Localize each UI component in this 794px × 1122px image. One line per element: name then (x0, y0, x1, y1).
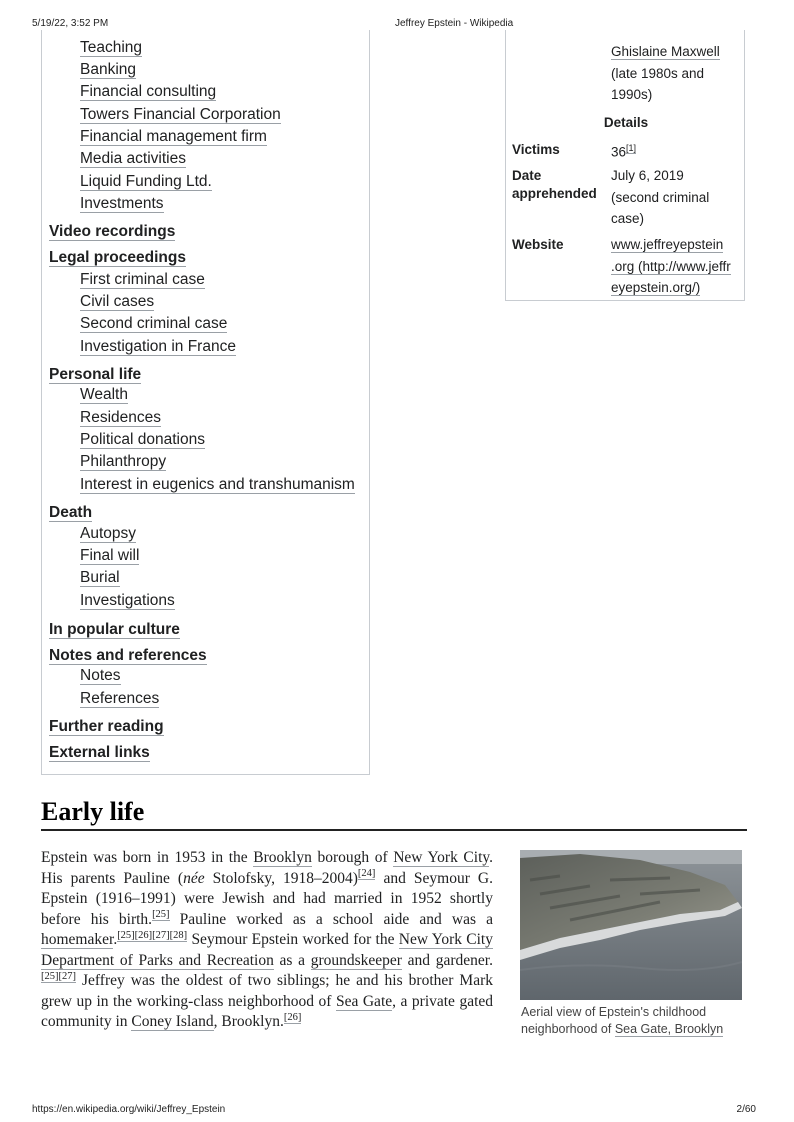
toc-link[interactable]: Residences (80, 409, 161, 426)
toc-item[interactable] (80, 60, 136, 80)
ref-25-27-link[interactable]: [25][27] (41, 970, 76, 982)
toc-item[interactable] (80, 270, 205, 290)
section-heading-early-life: Early life (41, 797, 145, 826)
toc-link[interactable]: Banking (80, 61, 137, 78)
toc-link[interactable]: Civil cases (80, 293, 155, 310)
toc-item[interactable] (80, 430, 205, 450)
toc-link[interactable]: Second criminal case (80, 315, 228, 332)
website-link-line3[interactable]: eyepstein.org/) (611, 280, 701, 295)
toc-item[interactable] (49, 743, 150, 763)
caption-sea-gate-link[interactable]: Sea Gate, Brooklyn (614, 1022, 724, 1036)
website-link-line1[interactable]: www.jeffreyepstein (611, 237, 724, 252)
toc-link[interactable]: Liquid Funding Ltd. (80, 173, 212, 190)
date-label-line2: apprehended (512, 186, 597, 201)
toc-link[interactable]: Wealth (80, 386, 128, 403)
toc-item[interactable] (80, 82, 216, 102)
ref-25-28-link[interactable]: [25][26][27][28] (117, 929, 188, 941)
website-link-line2[interactable]: .org (http://www.jeffr (611, 258, 731, 274)
toc-item[interactable] (80, 568, 120, 588)
ref-26-link[interactable]: [26] (283, 1011, 302, 1023)
toc-item[interactable] (80, 689, 159, 709)
toc-link[interactable]: External links (49, 744, 150, 761)
toc-link[interactable]: Interest in eugenics and transhumanism (80, 476, 355, 493)
toc-link[interactable]: Financial management firm (80, 128, 267, 145)
victims-count: 36 (611, 144, 627, 160)
toc-link[interactable]: Legal proceedings (49, 249, 186, 266)
section-divider (41, 829, 747, 831)
date-apprehended-label (512, 167, 597, 203)
toc-item[interactable] (49, 717, 164, 737)
website-value[interactable] (611, 234, 731, 299)
toc-link[interactable]: References (80, 690, 160, 707)
website-label: Website (512, 237, 564, 252)
toc-link[interactable]: Death (49, 504, 93, 521)
toc-item[interactable] (80, 524, 136, 544)
toc-link[interactable]: Teaching (80, 39, 143, 56)
date-apprehended-value (611, 165, 709, 230)
toc-link[interactable]: Investigation in France (80, 338, 236, 355)
homemaker-link[interactable]: homemaker (41, 931, 114, 948)
toc-item[interactable] (49, 248, 186, 268)
table-of-contents (41, 30, 370, 775)
toc-link[interactable]: Burial (80, 569, 120, 586)
print-datetime: 5/19/22, 3:52 PM (32, 18, 109, 29)
toc-link[interactable]: Notes (80, 667, 121, 684)
toc-item[interactable] (80, 172, 212, 192)
toc-link[interactable]: Philanthropy (80, 453, 167, 470)
toc-link[interactable]: Autopsy (80, 525, 137, 542)
new-york-city-link[interactable]: New York City (393, 849, 490, 866)
toc-link[interactable]: Towers Financial Corporation (80, 106, 281, 123)
infobox (505, 30, 745, 301)
print-page-number: 2/60 (736, 1104, 756, 1115)
ghislaine-maxwell-link[interactable]: Ghislaine Maxwell (611, 44, 720, 59)
toc-item[interactable] (80, 475, 355, 495)
aerial-photo (520, 850, 742, 1000)
early-life-paragraph: Epstein was born in 1953 in the Brooklyn borough of New York City. His parents Pauline (née Stolofsky, 1918–2004)[24] and Seymour G. Epstein (1916–1991) were Jewish and had married in 1952 shortly before his birth.[25] Pauline worked as a school aide and was a homemaker.[25][26][27][28] Seymour Epstein worked for the New York City Department of Parks and Recreation as a groundskeeper and gardener.[25][27] Jeffrey was the oldest of two siblings; he and his brother Mark grew up in the working-class neighborhood of Sea Gate, a private gated community in Coney Island, Brooklyn.[26] (41, 849, 494, 1030)
infobox-partner-value[interactable] (611, 41, 720, 106)
image-caption: Aerial view of Epstein's childhood neighborhood of Sea Gate, Brooklyn (521, 1005, 724, 1036)
toc-link[interactable]: Further reading (49, 718, 164, 735)
toc-item[interactable] (49, 620, 180, 640)
toc-item[interactable] (49, 646, 207, 666)
toc-item[interactable] (80, 38, 142, 58)
ref-25-link[interactable]: [25] (152, 909, 170, 921)
toc-item[interactable] (80, 385, 128, 405)
toc-item[interactable] (80, 546, 139, 566)
toc-item[interactable] (49, 222, 175, 242)
toc-link[interactable]: Final will (80, 547, 140, 564)
victims-ref-link[interactable]: [1] (626, 143, 637, 153)
partner-period: (late 1980s and (611, 65, 705, 81)
toc-item[interactable] (49, 503, 92, 523)
toc-link[interactable]: Investigations (80, 592, 175, 609)
toc-item[interactable] (80, 591, 175, 611)
groundskeeper-link[interactable]: groundskeeper (310, 951, 402, 969)
toc-item[interactable] (80, 194, 164, 214)
toc-item[interactable] (80, 337, 236, 357)
print-url: https://en.wikipedia.org/wiki/Jeffrey_Epstein (32, 1104, 226, 1115)
date-line2: (second criminal (611, 189, 710, 205)
toc-link[interactable]: Media activities (80, 150, 186, 167)
date-line3: case) (611, 211, 645, 226)
toc-item[interactable] (80, 149, 186, 169)
toc-item[interactable] (80, 452, 166, 472)
toc-link[interactable]: Notes and references (49, 647, 207, 664)
toc-item[interactable] (80, 314, 227, 334)
toc-link[interactable]: Political donations (80, 431, 205, 448)
toc-item[interactable] (80, 127, 267, 147)
toc-link[interactable]: Video recordings (49, 223, 176, 240)
toc-item[interactable] (80, 292, 154, 312)
toc-item[interactable] (80, 105, 281, 125)
brooklyn-link[interactable]: Brooklyn (253, 849, 312, 866)
toc-item[interactable] (49, 365, 141, 385)
toc-link[interactable]: Financial consulting (80, 83, 217, 100)
toc-item[interactable] (80, 408, 161, 428)
victims-value (611, 138, 636, 163)
print-page-title: Jeffrey Epstein - Wikipedia (395, 18, 514, 29)
sea-gate-link[interactable]: Sea Gate (335, 992, 393, 1010)
toc-link[interactable]: First criminal case (80, 271, 205, 288)
toc-link[interactable]: Personal life (49, 366, 142, 383)
nyc-parks-link[interactable]: New York City Department of Parks and Recreation (41, 931, 493, 969)
toc-item[interactable] (80, 666, 121, 686)
partner-period-end: 1990s) (611, 87, 653, 102)
infobox-details-heading: Details (603, 115, 649, 130)
victims-label: Victims (512, 142, 560, 157)
sea-gate-aerial-image[interactable] (520, 850, 742, 1000)
toc-link[interactable]: Investments (80, 195, 164, 212)
toc-link[interactable]: In popular culture (49, 621, 180, 638)
ref-24-link[interactable]: [24] (357, 868, 376, 880)
coney-island-link[interactable]: Coney Island (131, 1013, 214, 1030)
date-label-line1: Date (512, 168, 542, 183)
date-line1: July 6, 2019 (611, 168, 684, 183)
